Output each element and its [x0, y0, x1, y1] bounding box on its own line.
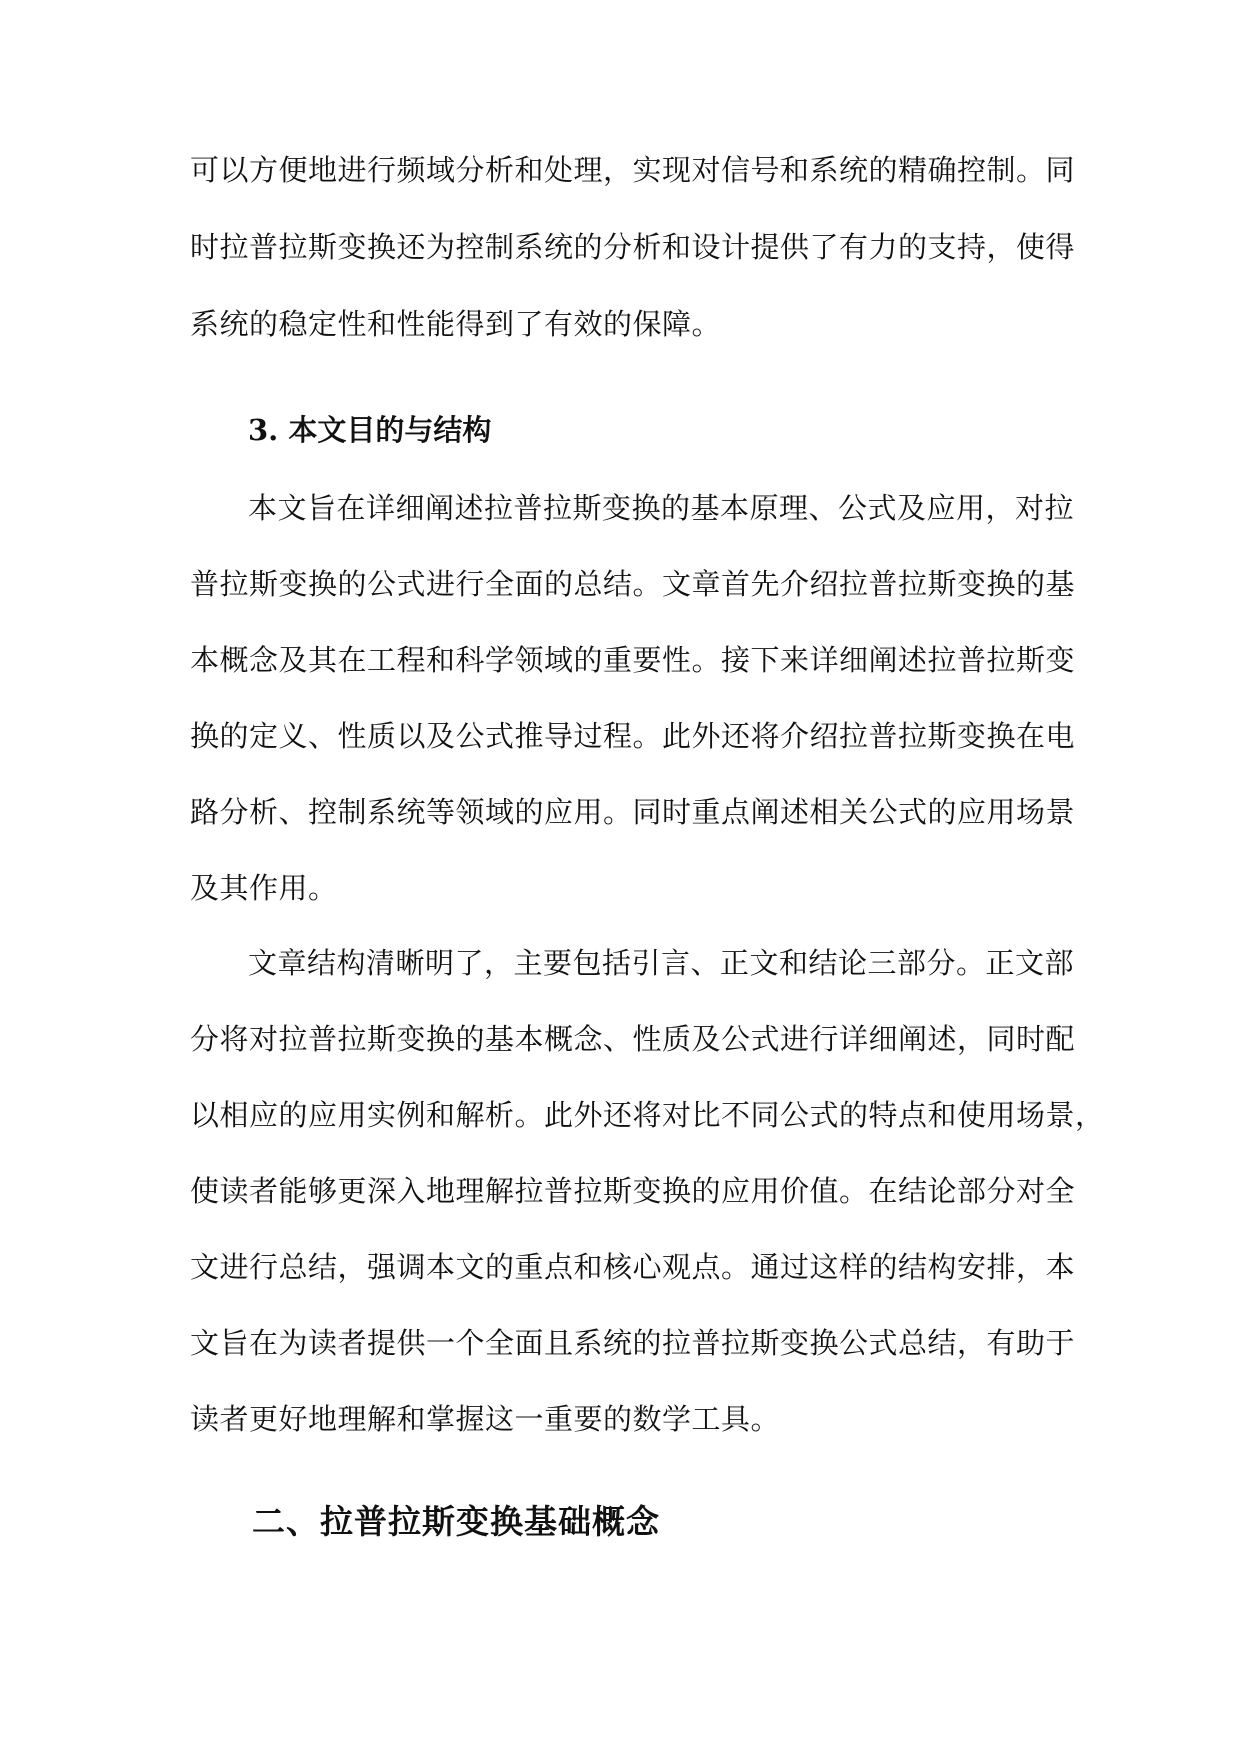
paragraph-line: 文旨在为读者提供一个全面且系统的拉普拉斯变换公式总结，有助于 — [190, 1326, 1076, 1360]
paragraph-line: 本概念及其在工程和科学领域的重要性。接下来详细阐述拉普拉斯变 — [190, 643, 1076, 677]
paragraph-line: 文进行总结，强调本文的重点和核心观点。通过这样的结构安排，本 — [190, 1250, 1076, 1284]
paragraph-line: 换的定义、性质以及公式推导过程。此外还将介绍拉普拉斯变换在电 — [190, 719, 1076, 753]
paragraph-line: 文章结构清晰明了，主要包括引言、正文和结论三部分。正文部 — [248, 946, 1075, 980]
paragraph-line: 本文旨在详细阐述拉普拉斯变换的基本原理、公式及应用，对拉 — [248, 491, 1075, 525]
paragraph-line: 使读者能够更深入地理解拉普拉斯变换的应用价值。在结论部分对全 — [190, 1174, 1076, 1208]
paragraph-line: 读者更好地理解和掌握这一重要的数学工具。 — [190, 1402, 781, 1436]
paragraph-line: 普拉斯变换的公式进行全面的总结。文章首先介绍拉普拉斯变换的基 — [190, 567, 1076, 601]
paragraph-line: 系统的稳定性和性能得到了有效的保障。 — [190, 307, 722, 341]
paragraph-line: 时拉普拉斯变换还为控制系统的分析和设计提供了有力的支持，使得 — [190, 230, 1076, 264]
chapter-heading: 二、拉普拉斯变换基础概念 — [252, 1502, 660, 1541]
paragraph-line: 可以方便地进行频域分析和处理，实现对信号和系统的精确控制。同 — [190, 153, 1076, 187]
paragraph-line: 以相应的应用实例和解析。此外还将对比不同公式的特点和使用场景， — [190, 1098, 1105, 1132]
paragraph-line: 及其作用。 — [190, 871, 338, 905]
paragraph-line: 路分析、控制系统等领域的应用。同时重点阐述相关公式的应用场景 — [190, 795, 1076, 829]
section-heading: 3. 本文目的与结构 — [248, 413, 492, 447]
paragraph-line: 分将对拉普拉斯变换的基本概念、性质及公式进行详细阐述，同时配 — [190, 1022, 1076, 1056]
